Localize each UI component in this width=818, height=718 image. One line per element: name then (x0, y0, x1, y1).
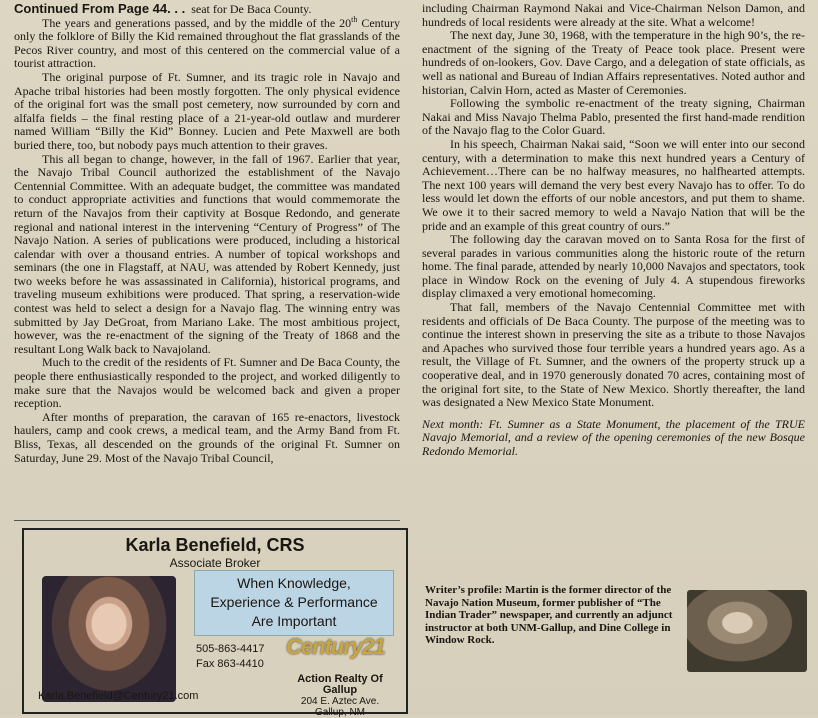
right-column (422, 2, 805, 459)
ad-email: Karla.Benefield@Century21.com (38, 690, 199, 702)
paragraph: Following the symbolic re-enactment of the treaty signing, Chairman Nakai and Miss Navajo Thelma Pablo, presented the first hand-made rendition of the Navajo flag to the Color Guard. (422, 96, 805, 138)
left-column (14, 2, 400, 465)
writer-photo (687, 590, 807, 672)
paragraph: This all began to change, however, in the fall of 1967. Earlier that year, the Navajo Tribal Council authorized the establishment of the Navajo Centennial Committee. With an adequate budget, the committee was mandated to conduct appropriate activities and functions that would commemorate the return of the Navajos from their captivity at Bosque Redondo, and generate regional and national interest in the intervening “Century of Progress” of The Navajo Nation. A series of publications were produced, including a historical calendar with over a thousand entries. A number of topical workshops and seminars (the one in Flagstaff, at NAU, was attended by Robert Kennedy, just two weeks before he was assassinated in California), historical programs, and traveling museum exhibitions were produced. That spring, a reservation-wide contest was held to select a design for a Navajo flag. The winning entry was submitted by Jay DeGroat, from Mariano Lake. The most ambitious project, however, was the re-enactment of the signing of the Treaty of 1868 and the resultant Long Walk back to Navajoland. (14, 151, 400, 356)
paragraph: The years and generations passed, and by the middle of the 20th Century only the folklore of Billy the Kid remained throughout the flat grasslands of the Pecos River country, and most of this centered on the commercial value of a tourist attraction. (14, 14, 400, 71)
paragraph: In his speech, Chairman Nakai said, “Soon we will enter into our second century, with a determination to make this next hundred years a Century of Achievement…There can be no halfway measures, no halfhearted attempts. The next 100 years will demand the very best every Navajo has to offer. To do less would let down the efforts of our noble ancestors, and put them to shame. We owe it to their sacred memory to weld a Navajo Nation that will be the pride and an example of this great country of ours.” (422, 136, 805, 233)
ad-phone: 505-863-4417 (196, 643, 265, 655)
ad-agent-name: Karla Benefield, CRS (125, 535, 305, 555)
ad-contact (196, 642, 265, 672)
paragraph: including Chairman Raymond Nakai and Vice-Chairman Nelson Damon, and hundreds of local residents were already at the site. What a welcome! (422, 1, 805, 29)
paragraph: Much to the credit of the residents of Ft. Sumner and De Baca County, the people there enthusiastically responded to the project, and worked diligently to make sure that the Navajos would be welcomed back and given a proper reception. (14, 355, 400, 411)
paragraph: That fall, members of the Navajo Centennial Committee met with residents and officials of De Baca County. The purpose of the meeting was to continue the interest shown in preserving the site as a tribute to those Navajos and Apaches who survived those four terrible years a hundred years ago. As a result, the Village of Ft. Sumner, and the owners of the property struck up a cooperative deal, and in 1970 generously donated 70 acres, containing most of the original fort site, to the State of New Mexico. Shortly thereafter, the land was designated a New Mexico State Monument. (422, 300, 805, 410)
paragraph: The original purpose of Ft. Sumner, and its tragic role in Navajo and Apache tribal histories had been mostly forgotten. The only physical evidence of the original fort was the small post cemetery, now surrounded by corn and alfalfa fields – the final resting place of a 21-year-old outlaw and murderer named William “Billy the Kid” Bonney. Lucien and Pete Maxwell are both buried there, too, but nobody pays much attention to their graves. (14, 69, 400, 152)
column-divider (14, 520, 400, 521)
realtor-ad (22, 528, 408, 718)
paragraph: Continued From Page 44. . . seat for De Baca County. (14, 1, 312, 16)
ad-office: Action Realty Of Gallup 204 E. Aztec Ave. Gallup, NM (297, 673, 383, 718)
ad-slogan: When Knowledge, Experience & Performance Are Important (194, 570, 394, 636)
continued-header: Continued From Page 44. . . (14, 1, 186, 16)
century21-logo: Century21 (286, 634, 385, 659)
paragraph: The following day the caravan moved on to Santa Rosa for the first of several parades in various communities along the historic route of the return home. The final parade, attended by nearly 10,000 Navajos and spectators, took place in Window Rock on the evening of July 4. A stupendous fireworks display climaxed a very emotional homecoming. (422, 232, 805, 301)
agent-photo (42, 576, 176, 702)
next-month-note: Next month: Ft. Sumner as a State Monument, the placement of the TRUE Navajo Memorial, and a review of the opening ceremonies of the new Bosque Redondo Memorial. (422, 416, 805, 458)
ad-fax: Fax 863-4410 (196, 658, 264, 670)
paragraph: After months of preparation, the caravan of 165 re-enactors, livestock haulers, camp and cook crews, a medical team, and the Army Band from Ft. Bliss, Texas, all descended on the grounds of the original Ft. Sumner on Saturday, June 29. Most of the Navajo Tribal Council, (14, 409, 400, 465)
writer-profile: Writer’s profile: Martin is the former director of the Navajo Nation Museum, former publisher of “The Indian Trader” newspaper, and currently an adjunct instructor at both UNM-Gallup, and Dine College in Window Rock. (425, 584, 673, 647)
paragraph: The next day, June 30, 1968, with the temperature in the high 90’s, the re-enactment of the signing of the Treaty of Peace took place. Present were hundreds of on-lookers, Gov. Dave Cargo, and a delegation of state officials, as well as national and Bureau of Indian Affairs representatives. Noted author and historian, Calvin Horn, acted as Master of Ceremonies. (422, 28, 805, 97)
ad-agent-title: Associate Broker (169, 556, 261, 570)
